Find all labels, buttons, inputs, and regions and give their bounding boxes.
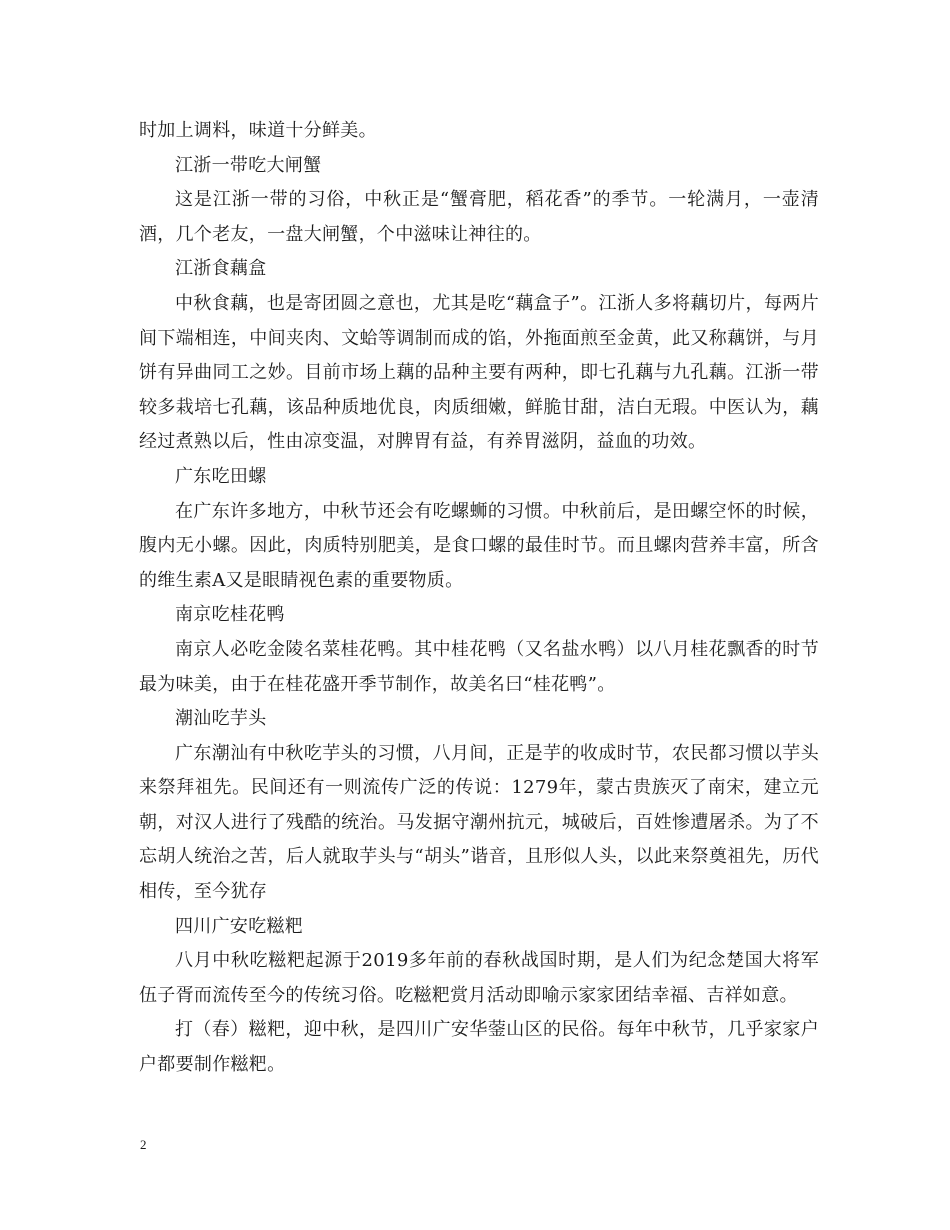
page-number: 2 <box>140 1137 147 1152</box>
section-heading: 广东吃田螺 <box>175 465 267 487</box>
paragraph-continuation: 时加上调料，味道十分鲜美。 <box>139 120 377 141</box>
paragraph: 这是江浙一带的习俗，中秋正是“蟹膏肥，稻花香”的季节。一轮满月，一壶清酒，几个老友，一盘大闸蟹，个中滋味让神往的。 <box>139 189 819 245</box>
paragraph: 广东潮汕有中秋吃芋头的习惯，八月间，正是芋的收成时节，农民都习惯以芋头来祭拜祖先。民间还有一则流传广泛的传说：1279年，蒙古贵族灭了南宋，建立元朝，对汉人进行了残酷的统治。马发据守潮州抗元，城破后，百姓惨遭屠杀。为了不忘胡人统治之苦，后人就取芋头与“胡头”谐音，且形似人头，以此来祭奠祖先，历代相传，至今犹存 <box>139 742 819 903</box>
section-heading: 南京吃桂花鸭 <box>175 604 285 626</box>
paragraph: 南京人必吃金陵名菜桂花鸭。其中桂花鸭（又名盐水鸭）以八月桂花飘香的时节最为味美，由于在桂花盛开季节制作，故美名曰“桂花鸭”。 <box>139 638 819 695</box>
section-heading: 江浙一带吃大闸蟹 <box>175 154 322 176</box>
section-heading: 四川广安吃糍粑 <box>175 915 304 937</box>
section-heading: 潮汕吃芋头 <box>175 708 267 730</box>
paragraph: 中秋食藕，也是寄团圆之意也，尤其是吃“藕盒子”。江浙人多将藕切片，每两片间下端相连，中间夹肉、文蛤等调制而成的馅，外拖面煎至金黄，此又称藕饼，与月饼有异曲同工之妙。目前市场上藕的品种主要有两种，即七孔藕与九孔藕。江浙一带较多栽培七孔藕，该品种质地优良，肉质细嫩，鲜脆甘甜，洁白无瑕。中医认为，藕经过煮熟以后，性由凉变温，对脾胃有益，有养胃滋阴，益血的功效。 <box>139 292 819 453</box>
document-body <box>139 114 819 1083</box>
section-heading: 江浙食藕盒 <box>175 258 267 280</box>
paragraph: 八月中秋吃糍粑起源于2019多年前的春秋战国时期，是人们为纪念楚国大将军伍子胥而流传至今的传统习俗。吃糍粑赏月活动即喻示家家团结幸福、吉祥如意。 <box>139 950 819 1006</box>
paragraph: 打（春）糍粑，迎中秋，是四川广安华蓥山区的民俗。每年中秋节，几乎家家户户都要制作糍粑。 <box>139 1019 819 1076</box>
paragraph: 在广东许多地方，中秋节还会有吃螺蛳的习惯。中秋前后，是田螺空怀的时候，腹内无小螺。因此，肉质特别肥美，是食口螺的最佳时节。而且螺肉营养丰富，所含的维生素A又是眼睛视色素的重要物质。 <box>139 500 819 591</box>
